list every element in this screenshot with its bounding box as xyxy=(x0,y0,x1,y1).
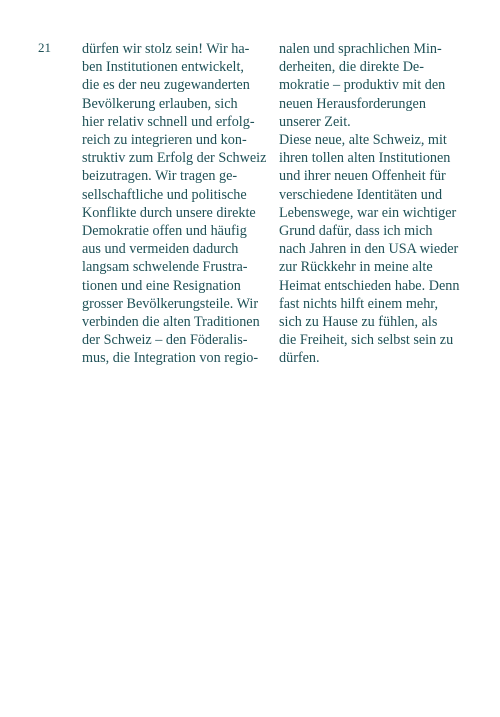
text-line: sich zu Hause zu fühlen, als xyxy=(279,314,438,331)
text-line: aus und vermeiden dadurch xyxy=(82,241,239,258)
text-line: Grund dafür, dass ich mich xyxy=(279,223,433,240)
text-line: dürfen wir stolz sein! Wir ha- xyxy=(82,41,250,57)
text-line: mokratie – produktiv mit den xyxy=(279,77,446,94)
text-line: ben Institutionen entwickelt, xyxy=(82,59,244,76)
text-line: ihren tollen alten Institutionen xyxy=(279,150,451,167)
text-line: struktiv zum Erfolg der Schweiz xyxy=(82,150,267,167)
text-line: Diese neue, alte Schweiz, mit xyxy=(279,132,447,149)
text-line: Demokratie offen und häufig xyxy=(82,223,247,240)
text-line: zur Rückkehr in meine alte xyxy=(279,259,433,276)
text-line: der Schweiz – den Föderalis- xyxy=(82,332,248,349)
text-line: langsam schwelende Frustra- xyxy=(82,259,248,276)
text-line: mus, die Integration von regio- xyxy=(82,350,259,367)
text-line: Lebenswege, war ein wichtiger xyxy=(279,204,457,221)
text-line: derheiten, die direkte De- xyxy=(279,59,424,76)
text-line: sellschaftliche und politische xyxy=(82,186,247,203)
text-line: die Freiheit, sich selbst sein zu xyxy=(279,332,454,349)
text-line: hier relativ schnell und erfolg- xyxy=(82,113,255,130)
text-line: und ihrer neuen Offenheit für xyxy=(279,168,446,185)
text-column-left xyxy=(82,40,278,368)
text-line: beizutragen. Wir tragen ge- xyxy=(82,168,238,185)
text-line: Heimat entschieden habe. Denn xyxy=(279,277,460,294)
text-line: grosser Bevölkerungsteile. Wir xyxy=(82,295,259,312)
text-line: dürfen. xyxy=(279,350,320,367)
text-column-right xyxy=(279,40,475,368)
text-line: fast nichts hilft einem mehr, xyxy=(279,295,438,312)
text-line: neuen Herausforderungen xyxy=(279,95,426,112)
text-line: reich zu integrieren und kon- xyxy=(82,132,247,149)
text-line: nach Jahren in den USA wieder xyxy=(279,241,459,258)
text-line: verschiedene Identitäten und xyxy=(279,186,443,203)
text-line: Bevölkerung erlauben, sich xyxy=(82,95,238,112)
text-line: Konflikte durch unsere direkte xyxy=(82,204,256,221)
text-line: nalen und sprachlichen Min- xyxy=(279,41,442,57)
text-line: unserer Zeit. xyxy=(279,113,351,130)
text-line: verbinden die alten Traditionen xyxy=(82,314,260,331)
text-line: die es der neu zugewanderten xyxy=(82,77,250,94)
page-number: 21 xyxy=(38,40,51,55)
text-line: tionen und eine Resignation xyxy=(82,277,241,294)
